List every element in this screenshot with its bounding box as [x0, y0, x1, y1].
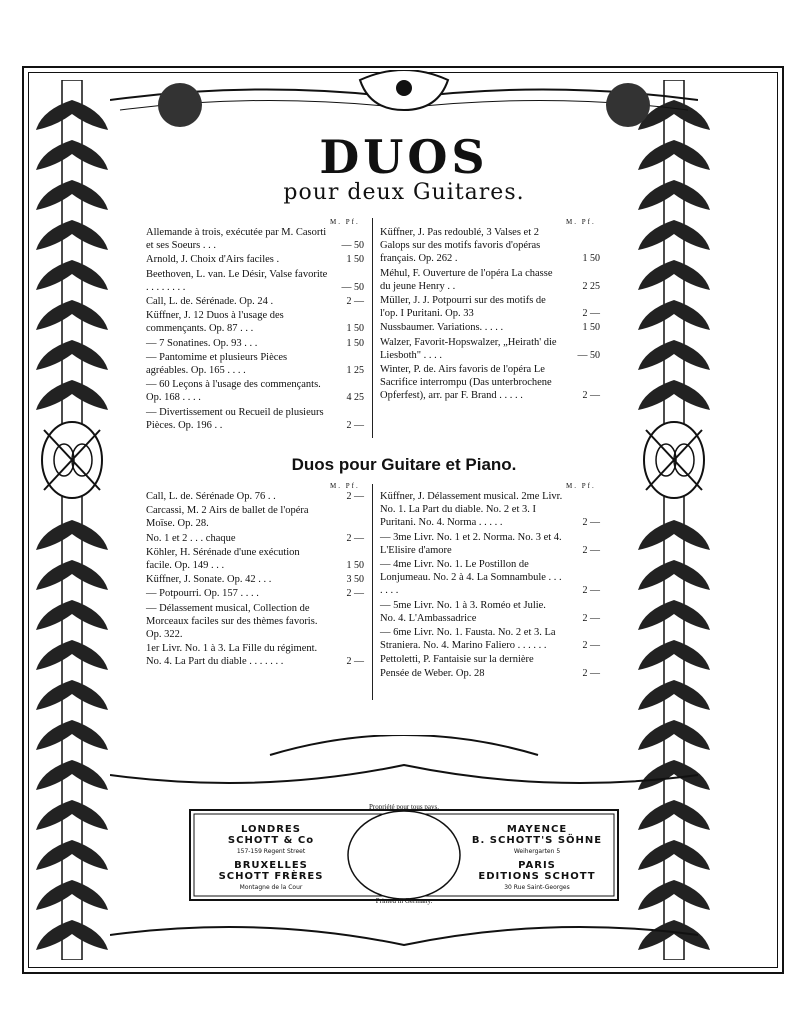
publisher-imprint: [196, 818, 612, 898]
price-header-left-2: M. Pf.: [330, 482, 360, 490]
entry-price: 2 —: [582, 544, 600, 556]
entry-price: 2 —: [582, 667, 600, 679]
price-header-right: M. Pf.: [566, 218, 596, 226]
entry-title: — Pantomime et plusieurs Pièces agréables. Op. 165 . . . .: [146, 351, 288, 377]
entry-title: — Délassement musical, Collection de Morceaux faciles sur des thèmes favoris. Op. 322.: [146, 602, 318, 641]
entry-title: Küffner, J. Délassement musical. 2me Livr. No. 1. La Part du diable. No. 2 et 3. I Puritani. No. 4. Norma . . . . .: [380, 491, 563, 529]
column-divider: [372, 218, 373, 438]
catalog-entry: [146, 253, 364, 266]
catalog-entry: [146, 295, 364, 308]
catalog-entry: [380, 294, 600, 320]
catalog-entry: [146, 309, 364, 335]
entry-title: Küffner, J. Pas redoublé, 3 Valses et 2 Galops sur des motifs favoris d'opéras français. Op. 262 .: [380, 227, 541, 265]
entry-price: 2 —: [346, 491, 364, 502]
entry-title: Müller, J. J. Potpourri sur des motifs de l'op. I Puritani. Op. 33: [380, 295, 546, 320]
printed-in-notice: Printed in Germany.: [375, 897, 433, 905]
entry-price: 1 50: [346, 560, 364, 572]
entry-title: Walzer, Favorit-Hopswalzer, „Heirath' die Liesboth" . . . .: [380, 336, 557, 361]
catalog-list-guitar-duos-left: [146, 226, 364, 433]
catalog-entry: [146, 573, 364, 586]
entry-price: 1 50: [346, 337, 364, 349]
entry-title: — 5me Livr. No. 1 à 3. Roméo et Julie. No. 4. L'Ambassadrice: [380, 599, 546, 624]
entry-title: Köhler, H. Sérénade d'une exécution facile. Op. 149 . . .: [146, 546, 300, 572]
entry-price: 2 —: [582, 612, 600, 624]
catalog-list-guitar-piano-right: [380, 490, 600, 681]
imprint-london: LONDRES SCHOTT & Co 157-159 Regent Street: [227, 824, 315, 855]
entry-title: Call, L. de. Sérénade Op. 76 . .: [146, 491, 276, 502]
catalog-entry: [380, 490, 600, 530]
entry-price: 2 —: [582, 517, 600, 529]
catalog-entry: [380, 653, 600, 679]
imprint-mainz: MAYENCE B. SCHOTT'S SÖHNE Weihergarten 5: [471, 824, 603, 855]
page-title: DUOS: [319, 130, 489, 184]
entry-price: 2 —: [582, 308, 600, 320]
entry-title: No. 1 et 2 . . . chaque: [146, 532, 236, 544]
entry-price: 2 —: [346, 296, 364, 308]
entry-title: Méhul, F. Ouverture de l'opéra La chasse du jeune Henry . .: [380, 267, 553, 292]
catalog-entry: [380, 626, 600, 652]
entry-price: — 50: [341, 240, 364, 252]
entry-price: 2 25: [582, 280, 600, 292]
entry-title: Arnold, J. Choix d'Airs faciles .: [146, 254, 280, 266]
entry-title: — 7 Sonatines. Op. 93 . . .: [146, 337, 258, 349]
entry-title: — 60 Leçons à l'usage des commençants. Op. 168 . . . .: [146, 379, 321, 404]
catalog-entry: [380, 267, 600, 293]
entry-price: 2 —: [346, 656, 364, 668]
entry-title: Winter, P. de. Airs favoris de l'opéra Le Sacrifice interrompu (Das unterbrochene Opferfest), arr. par F. Brand . . . . .: [380, 364, 552, 402]
catalog-entry: [146, 642, 364, 668]
imprint-paris: PARIS EDITIONS SCHOTT 30 Rue Saint-Georges: [478, 860, 596, 891]
entry-title: Nussbaumer. Variations. . . . .: [380, 322, 504, 334]
catalog-entry: [380, 531, 600, 557]
entry-price: 2 —: [346, 419, 364, 431]
catalog-entry: [380, 363, 600, 403]
imprint-brussels: BRUXELLES SCHOTT FRÈRES Montagne de la Cour: [218, 860, 324, 891]
entry-title: 1er Livr. No. 1 à 3. La Fille du régiment. No. 4. La Part du diable . . . . . . .: [146, 643, 318, 668]
entry-price: 2 —: [582, 640, 600, 652]
catalog-entry: [146, 406, 364, 432]
catalog-entry: [146, 532, 364, 545]
catalog-entry: [380, 558, 600, 598]
catalog-entry: [380, 336, 600, 362]
entry-price: 1 25: [346, 365, 364, 377]
price-header-right-2: M. Pf.: [566, 482, 596, 490]
catalog-entry: [146, 337, 364, 350]
entry-title: — Potpourri. Op. 157 . . . .: [146, 588, 259, 600]
catalog-entry: [146, 490, 364, 503]
entry-title: Küffner, J. Sonate. Op. 42 . . .: [146, 574, 272, 586]
entry-title: Call, L. de. Sérénade. Op. 24 .: [146, 296, 274, 308]
entry-title: — Divertissement ou Recueil de plusieurs Pièces. Op. 196 . .: [146, 406, 324, 431]
catalog-entry: [146, 378, 364, 404]
column-divider: [372, 484, 373, 700]
catalog-entry: [146, 587, 364, 600]
entry-price: 2 —: [346, 532, 364, 544]
entry-price: 2 —: [346, 588, 364, 600]
catalog-entry: [146, 602, 364, 642]
entry-price: 1 50: [582, 253, 600, 265]
entry-price: 4 25: [346, 392, 364, 404]
catalog-entry: [380, 321, 600, 334]
entry-title: Beethoven, L. van. Le Désir, Valse favorite . . . . . . . .: [146, 268, 328, 293]
entry-price: — 50: [577, 349, 600, 361]
price-header-left: M. Pf.: [330, 218, 360, 226]
section-title-guitar-piano: Duos pour Guitare et Piano.: [291, 455, 517, 474]
left-garland-ornament: [24, 80, 120, 960]
catalog-entry: [146, 504, 364, 530]
entry-title: — 3me Livr. No. 1 et 2. Norma. No. 3 et 4. L'Elisire d'amore: [380, 531, 562, 556]
entry-price: 1 50: [346, 323, 364, 335]
rights-notice: Propriété pour tous pays.: [369, 803, 439, 811]
catalog-entry: [380, 226, 600, 266]
entry-price: 3 50: [346, 574, 364, 586]
catalog-entry: [146, 268, 364, 294]
catalog-entry: [146, 351, 364, 377]
entry-price: — 50: [341, 281, 364, 293]
catalog-entry: [146, 546, 364, 572]
catalog-list-guitar-duos-right: [380, 226, 600, 404]
entry-title: — 4me Livr. No. 1. Le Postillon de Lonjumeau. No. 2 à 4. La Somnambule . . . . . . .: [380, 559, 562, 597]
catalog-list-guitar-piano-left: [146, 490, 364, 670]
entry-price: 2 —: [582, 585, 600, 597]
catalog-entry: [146, 226, 364, 252]
entry-price: 1 50: [582, 322, 600, 334]
page-subtitle: pour deux Guitares.: [283, 180, 525, 205]
entry-title: Pettoletti, P. Fantaisie sur la dernière Pensée de Weber. Op. 28: [380, 654, 534, 679]
entry-title: — 6me Livr. No. 1. Fausta. No. 2 et 3. La Straniera. No. 4. Marino Faliero . . . . . .: [380, 627, 556, 652]
entry-price: 1 50: [346, 254, 364, 266]
entry-price: 2 —: [582, 390, 600, 402]
entry-title: Küffner, J. 12 Duos à l'usage des commençants. Op. 87 . . .: [146, 310, 284, 335]
entry-title: Carcassi, M. 2 Airs de ballet de l'opéra Moïse. Op. 28.: [146, 505, 309, 530]
catalog-entry: [380, 599, 600, 625]
entry-title: Allemande à trois, exécutée par M. Casorti et ses Soeurs . . .: [146, 227, 327, 252]
